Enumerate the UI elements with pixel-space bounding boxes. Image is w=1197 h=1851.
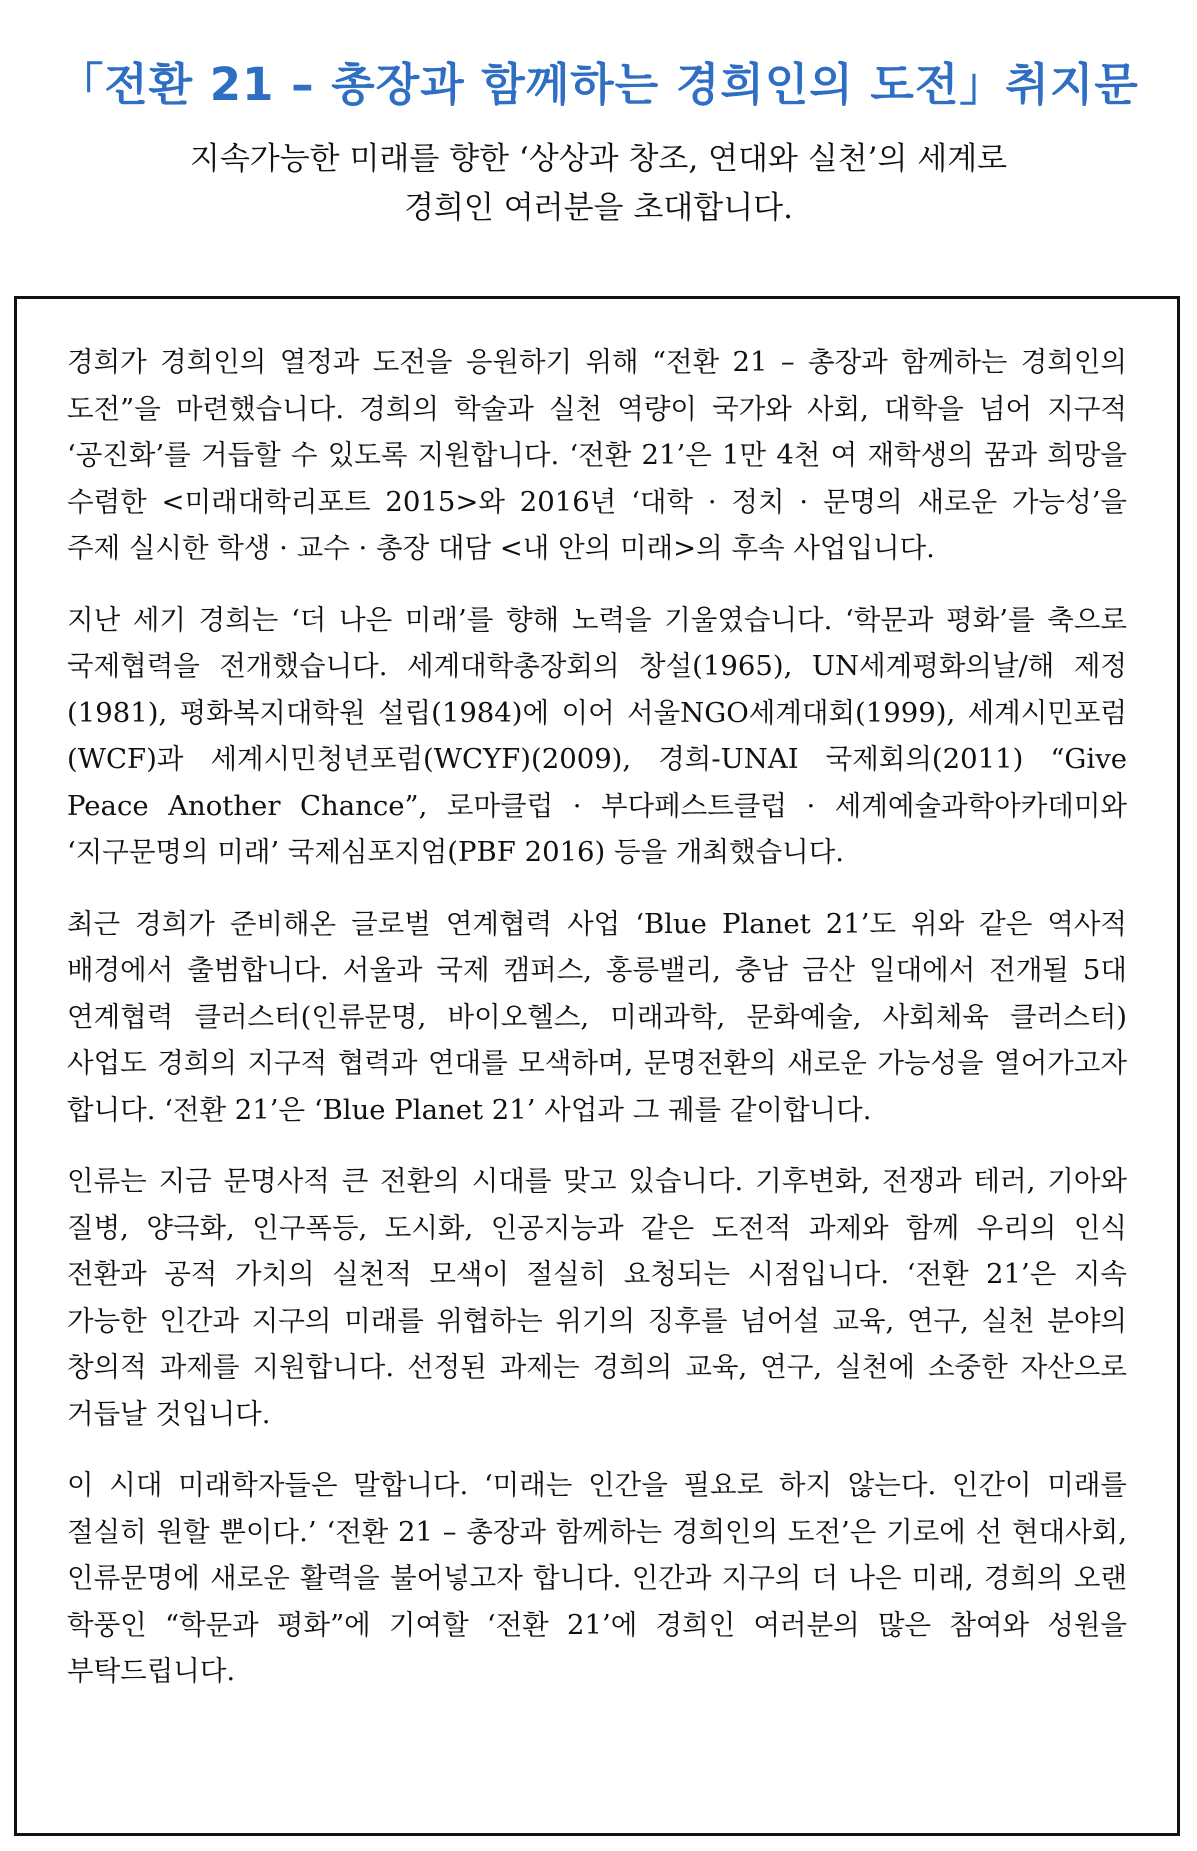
paragraph-history: 지난 세기 경희는 ‘더 나은 미래’를 향해 노력을 기울였습니다. ‘학문과 평화’를 축으로 국제협력을 전개했습니다. 세계대학총장회의 창설(1965), UN세계평화의날/해 제정(1981), 평화복지대학원 설립(1984)에 이어 서울NGO세계대회(1999), 세계시민포럼(WCF)과 세계시민청년포럼(WCYF)(2009), 경희-UNAI 국제회의(2011) “Give Peace Another Chance”, 로마클럽 · 부다페스트클럽 · 세계예술과학아카데미와 ‘지구문명의 미래’ 국제심포지엄(PBF 2016) 등을 개최했습니다. bbox=[67, 603, 1127, 868]
document-title: 「전환 21 – 총장과 함께하는 경희인의 도전」취지문 bbox=[58, 58, 1139, 112]
statement-body-box bbox=[14, 296, 1180, 1836]
paragraph-blue-planet: 최근 경희가 준비해온 글로벌 연계협력 사업 ‘Blue Planet 21’도 위와 같은 역사적 배경에서 출범합니다. 서울과 국제 캠퍼스, 홍릉밸리, 충남 금산 일대에서 전개될 5대 연계협력 클러스터(인류문명, 바이오헬스, 미래과학, 문화예술, 사회체육 클러스터) 사업도 경희의 지구적 협력과 연대를 모색하며, 문명전환의 새로운 가능성을 열어가고자 합니다. ‘전환 21’은 ‘Blue Planet 21’ 사업과 그 궤를 같이합니다. bbox=[67, 907, 1127, 1126]
invitation-subtitle bbox=[0, 135, 1197, 233]
subtitle-line-2: 경희인 여러분을 초대합니다. bbox=[404, 190, 793, 226]
paragraph-transition-era: 인류는 지금 문명사적 큰 전환의 시대를 맞고 있습니다. 기후변화, 전쟁과 테러, 기아와 질병, 양극화, 인구폭등, 도시화, 인공지능과 같은 도전적 과제와 함께 우리의 인식 전환과 공적 가치의 실천적 모색이 절실히 요청되는 시점입니다. ‘전환 21’은 지속 가능한 인간과 지구의 미래를 위협하는 위기의 징후를 넘어설 교육, 연구, 실천 분야의 창의적 과제를 지원합니다. 선정된 과제는 경희의 교육, 연구, 실천에 소중한 자산으로 거듭날 것입니다. bbox=[67, 1165, 1127, 1430]
paragraph-intro: 경희가 경희인의 열정과 도전을 응원하기 위해 “전환 21 – 총장과 함께하는 경희인의 도전”을 마련했습니다. 경희의 학술과 실천 역량이 국가와 사회, 대학을 넘어 지구적 ‘공진화’를 거듭할 수 있도록 지원합니다. ‘전환 21’은 1만 4천 여 재학생의 꿈과 희망을 수렴한 <미래대학리포트 2015>와 2016년 ‘대학 · 정치 · 문명의 새로운 가능성’을 주제 실시한 학생 · 교수 · 총장 대담 <내 안의 미래>의 후속 사업입니다. bbox=[67, 346, 1127, 564]
paragraph-closing: 이 시대 미래학자들은 말합니다. ‘미래는 인간을 필요로 하지 않는다. 인간이 미래를 절실히 원할 뿐이다.’ ‘전환 21 – 총장과 함께하는 경희인의 도전’은 기로에 선 현대사회, 인류문명에 새로운 활력을 불어넣고자 합니다. 인간과 지구의 더 나은 미래, 경희의 오랜 학풍인 “학문과 평화”에 기여할 ‘전환 21’에 경희인 여러분의 많은 참여와 성원을 부탁드립니다. bbox=[67, 1469, 1127, 1687]
subtitle-line-1: 지속가능한 미래를 향한 ‘상상과 창조, 연대와 실천’의 세계로 bbox=[189, 141, 1008, 177]
